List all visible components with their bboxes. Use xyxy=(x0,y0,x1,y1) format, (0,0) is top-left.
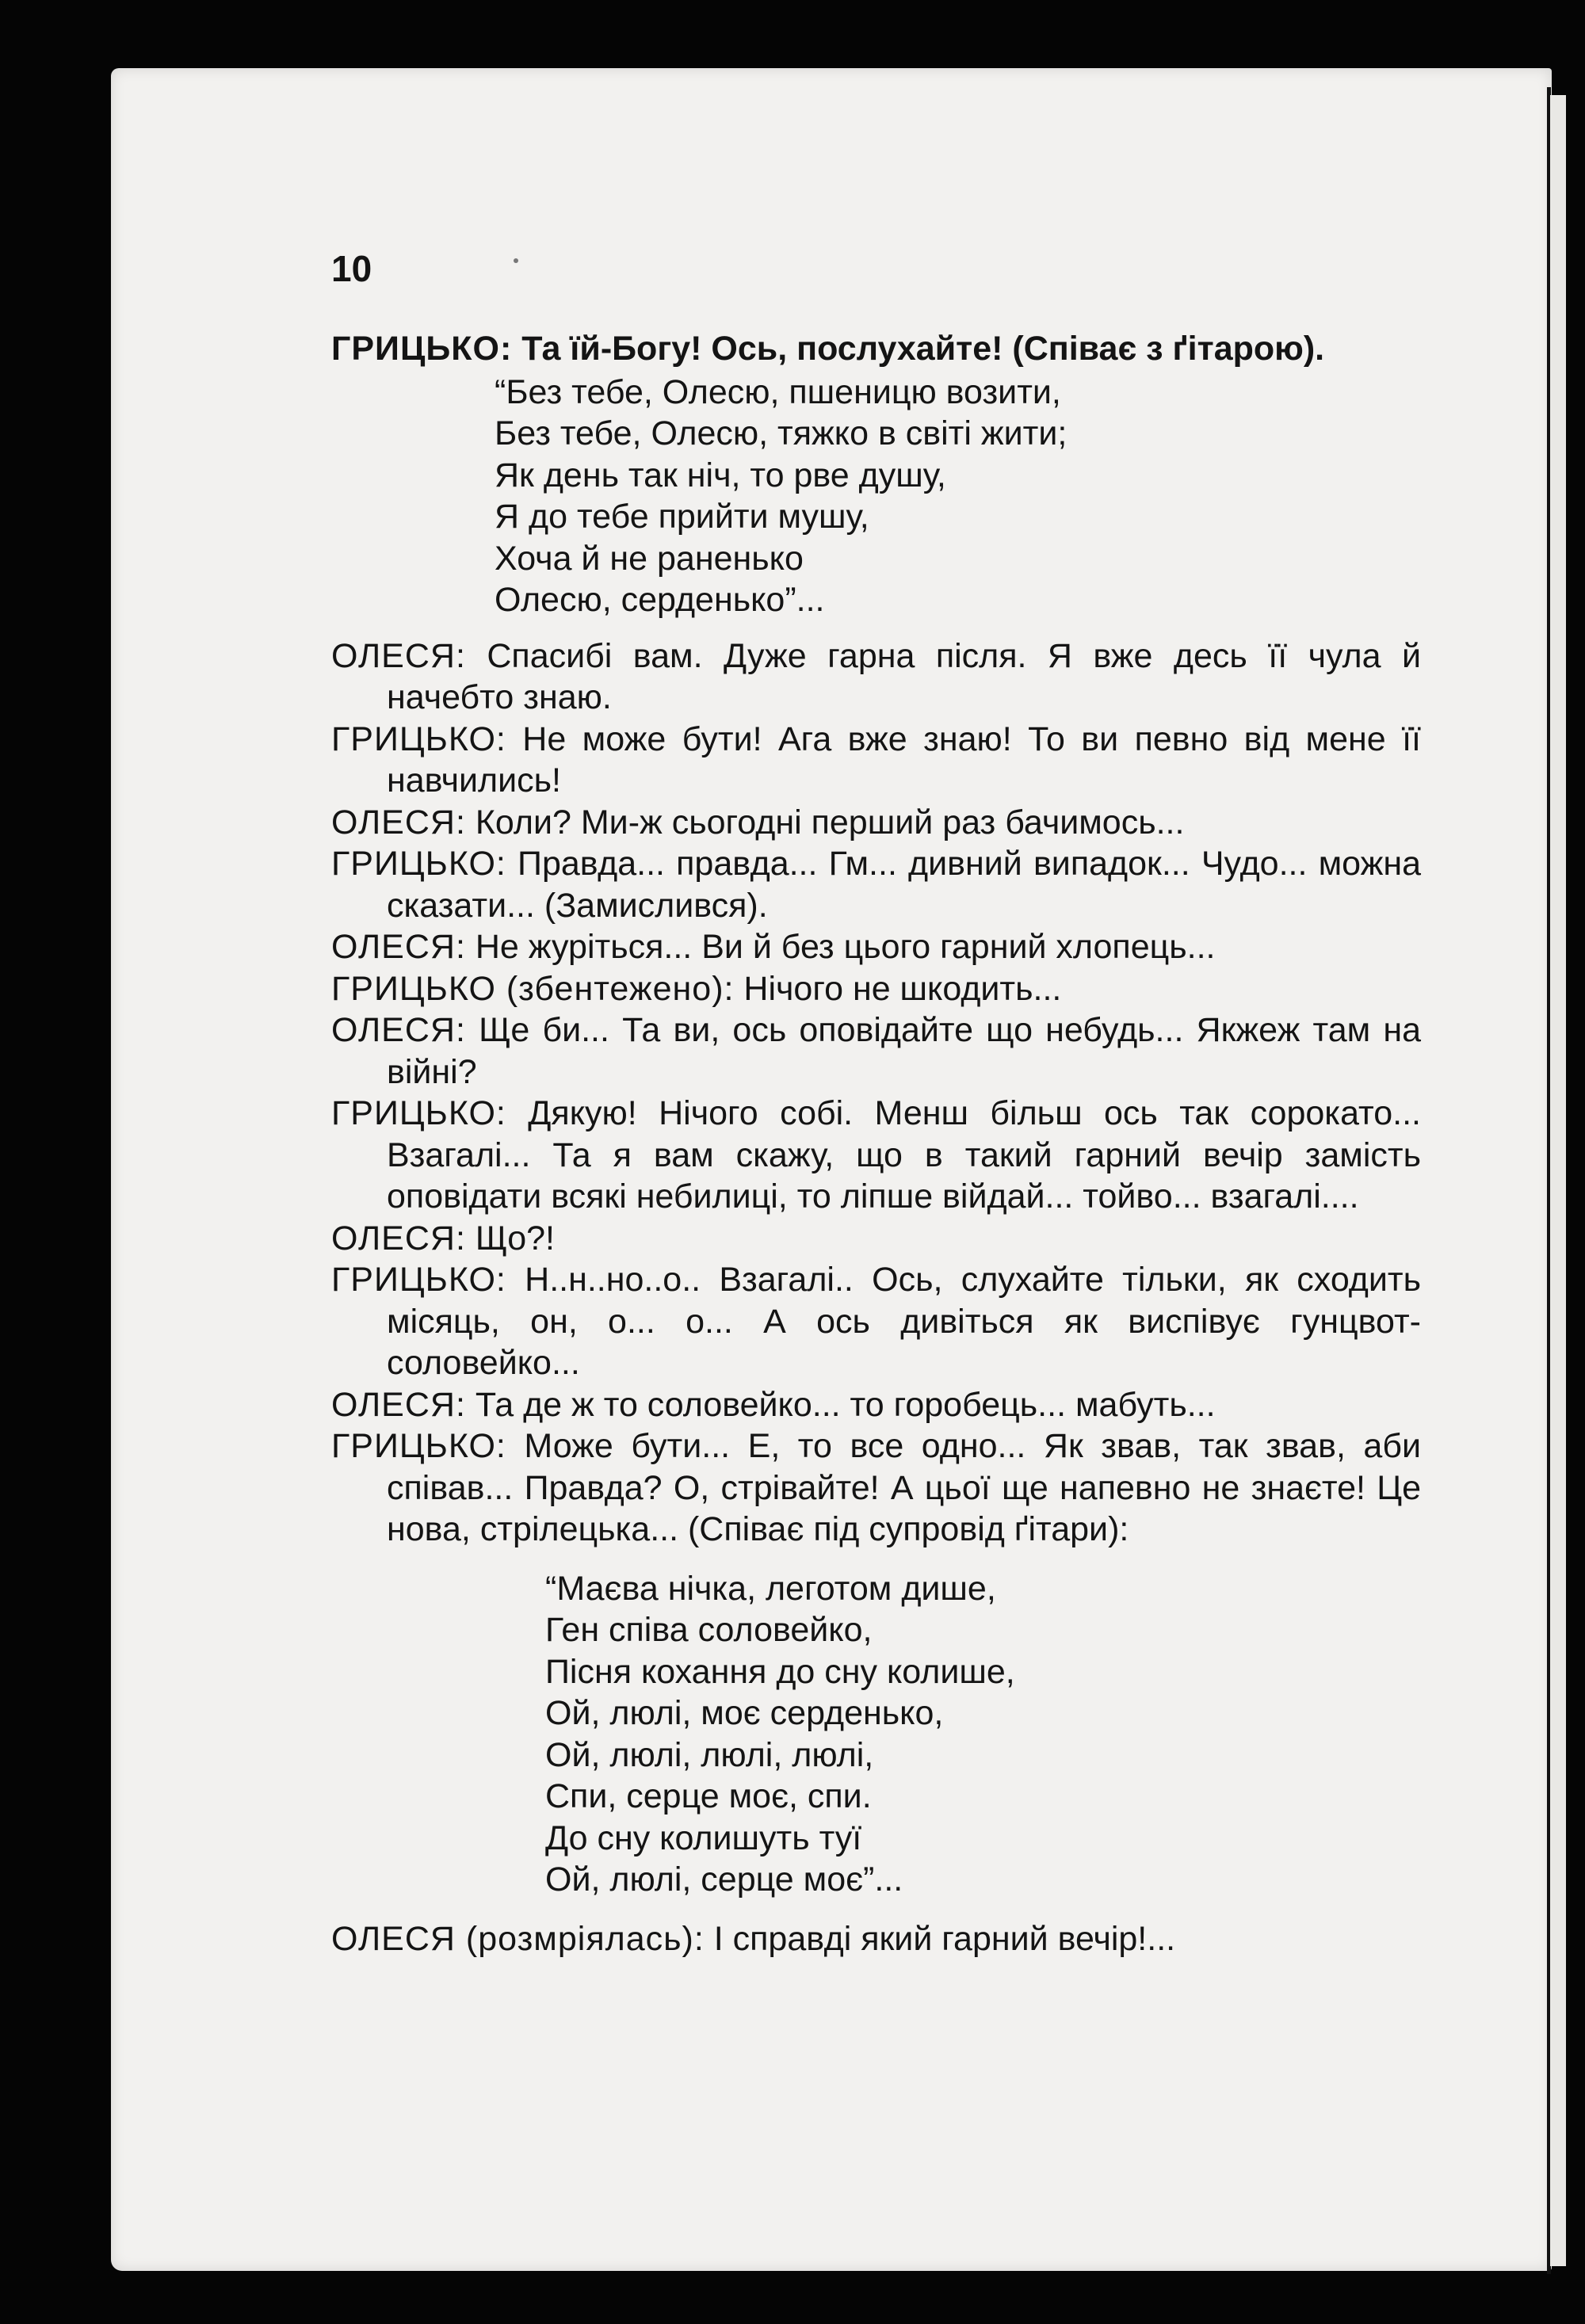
next-page-edge xyxy=(1550,95,1566,2266)
speaker-name: ГРИЦЬКО: xyxy=(331,719,506,758)
speaker-name: ГРИЦЬКО: xyxy=(331,1094,506,1132)
speech-line xyxy=(331,843,1421,926)
speaker-name: ОЛЕСЯ: xyxy=(331,803,466,841)
speaker-name: ГРИЦЬКО: xyxy=(331,330,513,368)
speaker-name: ГРИЦЬКО (збентежено): xyxy=(331,969,735,1008)
speech-line xyxy=(331,1259,1421,1384)
dialogue-block-bottom xyxy=(331,1918,1421,1960)
dialogue-block-top xyxy=(331,328,1421,370)
verse-line: Ген співа соловейко, xyxy=(545,1611,873,1649)
speech-text: І справді який гарний вечір!... xyxy=(713,1919,1176,1958)
speech-text: Що?! xyxy=(475,1219,555,1257)
speech-line xyxy=(331,635,1421,719)
speech-line xyxy=(331,328,1421,370)
speech-text: Ще би... Та ви, ось оповідайте що небудь... Якжеж там на війні? xyxy=(387,1011,1421,1091)
speech-text: Не може бути! Ага вже знаю! То ви певно від мене її навчились! xyxy=(387,719,1421,799)
speech-text: Нічого не шкодить... xyxy=(743,969,1062,1008)
verse-line: Як день так ніч, то рве душу, xyxy=(495,456,946,494)
verse-line: Спи, серце моє, спи. xyxy=(545,1777,872,1815)
speech-line xyxy=(331,802,1421,844)
verse-line: Олесю, серденько”... xyxy=(495,581,825,619)
speaker-name: ГРИЦЬКО: xyxy=(331,845,506,883)
speech-text: Дякую! Нічого собі. Менш більш ось так сорокато... Взагалі... Та я вам скажу, що в такий гарний вечір замість оповідати всякі небилиці, то ліпше війдай... тойво... взагалі.... xyxy=(387,1094,1421,1215)
page-number: 10 xyxy=(331,248,372,289)
speech-line xyxy=(331,1425,1421,1551)
speech-line xyxy=(331,1218,1421,1260)
speaker-name: ГРИЦЬКО: xyxy=(331,1261,506,1299)
verse-line: Я до тебе прийти мушу, xyxy=(495,498,869,536)
speech-line xyxy=(331,926,1421,968)
speech-text: Та де ж то соловейко... то горобець... мабуть... xyxy=(475,1385,1216,1424)
verse-line: Ой, люлі, люлі, люлі, xyxy=(545,1735,874,1774)
play-text xyxy=(331,238,1421,1960)
speaker-name: ОЛЕСЯ: xyxy=(331,1219,466,1257)
speech-line xyxy=(331,1093,1421,1218)
speaker-name: ОЛЕСЯ: xyxy=(331,636,466,675)
speech-line xyxy=(331,719,1421,802)
verse-line: Ой, люлі, моє серденько, xyxy=(545,1694,944,1732)
speaker-name: ОЛЕСЯ: xyxy=(331,1011,466,1049)
verse-line: “Маєва нічка, леготом дише, xyxy=(545,1569,996,1608)
dialogue-block-middle xyxy=(331,635,1421,1551)
speaker-name: ОЛЕСЯ: xyxy=(331,1385,466,1424)
song-verse-1 xyxy=(495,372,1421,621)
speech-text: Правда... правда... Гм... дивний випадок... Чудо... можна сказати... (Замислився). xyxy=(387,845,1422,925)
speaker-name: ОЛЕСЯ: xyxy=(331,928,466,966)
speech-line xyxy=(331,1918,1421,1960)
speech-text: Може бути... Е, то все одно... Як звав, так звав, аби співав... Правда? О, стрівайте! А цьої ще напевно не знаєте! Це нова, стрілецька... (Співає під супровід ґітари): xyxy=(387,1427,1421,1548)
speech-text: Не журіться... Ви й без цього гарний хлопець... xyxy=(475,928,1216,966)
speech-text: Н..н..но..о.. Взагалі.. Ось, слухайте тільки, як сходить місяць, он, о... о... А ось дивіться як виспівує гунцвот-соловейко... xyxy=(387,1261,1422,1382)
speech-line xyxy=(331,968,1421,1010)
speech-line xyxy=(331,1384,1421,1426)
speaker-name: ОЛЕСЯ (розмріялась): xyxy=(331,1919,705,1958)
speech-text: Коли? Ми-ж сьогодні перший раз бачимось... xyxy=(475,803,1185,841)
speech-text: Спасибі вам. Дуже гарна після. Я вже десь її чула й начебто знаю. xyxy=(387,636,1422,716)
verse-line: До сну колишуть туї xyxy=(545,1818,862,1857)
speech-line xyxy=(331,1009,1421,1093)
speaker-name: ГРИЦЬКО: xyxy=(331,1427,506,1465)
verse-line: Пісня кохання до сну колише, xyxy=(545,1652,1015,1691)
speech-text: Та їй-Богу! Ось, послухайте! (Співає з ґітарою). xyxy=(521,330,1325,368)
verse-line: Хоча й не раненько xyxy=(495,539,804,578)
song-verse-2 xyxy=(545,1568,1421,1901)
verse-line: Без тебе, Олесю, тяжко в світі жити; xyxy=(495,414,1067,452)
verse-line: “Без тебе, Олесю, пшеницю возити, xyxy=(495,372,1061,411)
verse-line: Ой, люлі, серце моє”... xyxy=(545,1860,903,1899)
